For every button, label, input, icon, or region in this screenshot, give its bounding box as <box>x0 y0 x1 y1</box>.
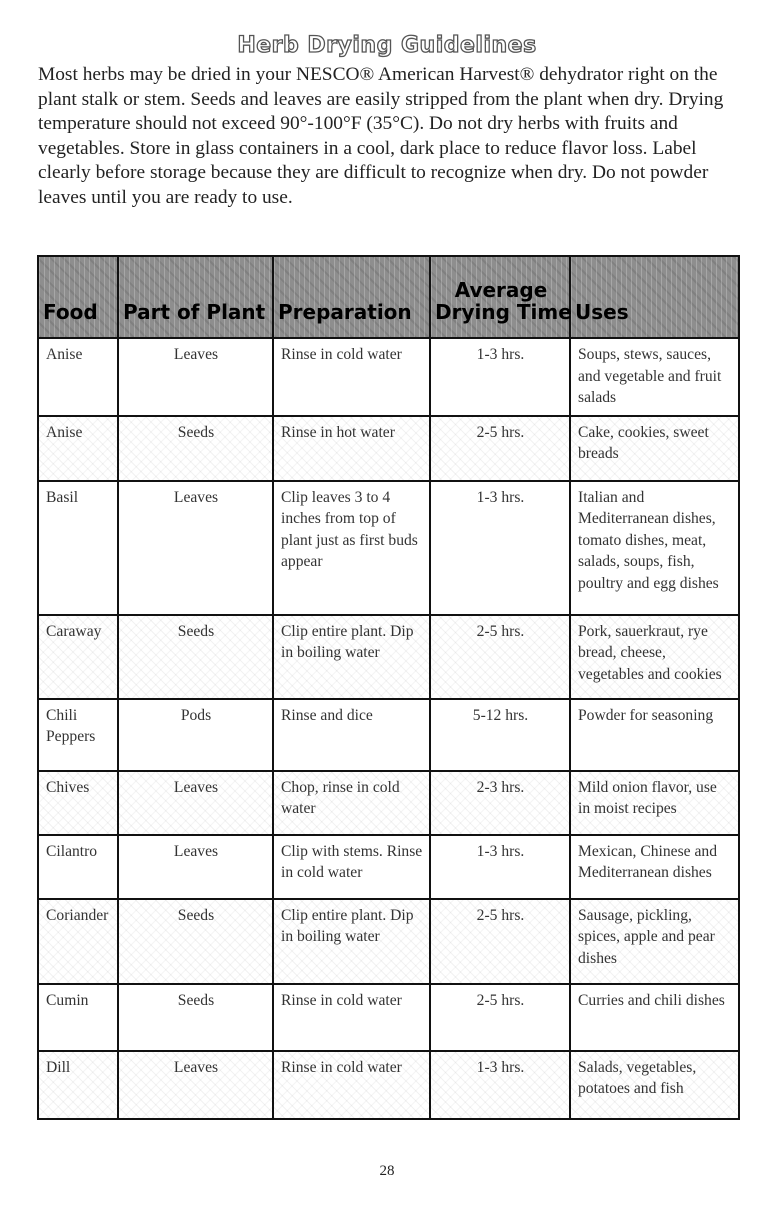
cell-part: Leaves <box>118 835 273 899</box>
cell-food: Cumin <box>38 984 118 1051</box>
cell-preparation: Clip with stems. Rinse in cold water <box>273 835 430 899</box>
cell-preparation: Clip leaves 3 to 4 inches from top of plant just as first buds appear <box>273 481 430 615</box>
cell-part: Leaves <box>118 771 273 835</box>
cell-part: Seeds <box>118 615 273 699</box>
table-row <box>38 481 739 615</box>
cell-uses: Curries and chili dishes <box>570 984 739 1051</box>
table-header-row <box>38 256 739 338</box>
header-preparation: Preparation <box>273 256 430 338</box>
cell-preparation: Clip entire plant. Dip in boiling water <box>273 899 430 984</box>
cell-time: 1-3 hrs. <box>430 835 570 899</box>
cell-food: Anise <box>38 338 118 416</box>
cell-uses: Cake, cookies, sweet breads <box>570 416 739 481</box>
cell-preparation: Rinse in hot water <box>273 416 430 481</box>
cell-uses: Powder for seasoning <box>570 699 739 771</box>
table-row <box>38 984 739 1051</box>
cell-time: 1-3 hrs. <box>430 1051 570 1119</box>
header-uses: Uses <box>570 256 739 338</box>
header-time-line1: Average <box>454 278 548 302</box>
cell-part: Seeds <box>118 899 273 984</box>
cell-part: Leaves <box>118 1051 273 1119</box>
table-row <box>38 835 739 899</box>
cell-uses: Soups, stews, sauces, and vegetable and fruit salads <box>570 338 739 416</box>
cell-preparation: Rinse and dice <box>273 699 430 771</box>
cell-part: Seeds <box>118 416 273 481</box>
header-food: Food <box>38 256 118 338</box>
cell-preparation: Rinse in cold water <box>273 338 430 416</box>
cell-time: 1-3 hrs. <box>430 481 570 615</box>
table-row <box>38 699 739 771</box>
cell-uses: Mexican, Chinese and Mediterranean dishes <box>570 835 739 899</box>
cell-time: 2-3 hrs. <box>430 771 570 835</box>
page-number: 28 <box>379 1163 395 1179</box>
header-average-drying-time <box>430 256 570 338</box>
cell-time: 2-5 hrs. <box>430 899 570 984</box>
cell-preparation: Chop, rinse in cold water <box>273 771 430 835</box>
cell-preparation: Rinse in cold water <box>273 1051 430 1119</box>
cell-food: Coriander <box>38 899 118 984</box>
cell-uses: Salads, vegetables, potatoes and fish <box>570 1051 739 1119</box>
table-row <box>38 899 739 984</box>
cell-food: Cilantro <box>38 835 118 899</box>
cell-food: Caraway <box>38 615 118 699</box>
cell-part: Pods <box>118 699 273 771</box>
cell-part: Leaves <box>118 338 273 416</box>
cell-time: 2-5 hrs. <box>430 984 570 1051</box>
table-row <box>38 771 739 835</box>
cell-uses: Mild onion flavor, use in moist recipes <box>570 771 739 835</box>
page-title: Herb Drying Guidelines <box>237 33 537 58</box>
cell-uses: Sausage, pickling, spices, apple and pear dishes <box>570 899 739 984</box>
table-row <box>38 416 739 481</box>
header-part-of-plant: Part of Plant <box>118 256 273 338</box>
cell-part: Leaves <box>118 481 273 615</box>
herb-drying-table <box>37 255 740 1120</box>
cell-uses: Pork, sauerkraut, rye bread, cheese, vegetables and cookies <box>570 615 739 699</box>
cell-food: Chili Peppers <box>38 699 118 771</box>
cell-preparation: Rinse in cold water <box>273 984 430 1051</box>
cell-food: Chives <box>38 771 118 835</box>
table-row <box>38 338 739 416</box>
table-row <box>38 615 739 699</box>
cell-part: Seeds <box>118 984 273 1051</box>
cell-preparation: Clip entire plant. Dip in boiling water <box>273 615 430 699</box>
cell-time: 1-3 hrs. <box>430 338 570 416</box>
cell-food: Anise <box>38 416 118 481</box>
cell-time: 2-5 hrs. <box>430 416 570 481</box>
cell-uses: Italian and Mediterranean dishes, tomato dishes, meat, salads, soups, fish, poultry and egg dishes <box>570 481 739 615</box>
cell-time: 5-12 hrs. <box>430 699 570 771</box>
table-row <box>38 1051 739 1119</box>
intro-paragraph: Most herbs may be dried in your NESCO® American Harvest® dehydrator right on the plant stalk or stem. Seeds and leaves are easily stripped from the plant when dry. Drying temperature should not exceed 90°-100°F (35°C). Do not dry herbs with fruits and vegetables. Store in glass containers in a cool, dark place to reduce flavor loss. Label clearly before storage because they are difficult to recognize when dry. Do not powder leaves until you are ready to use. <box>38 64 724 208</box>
header-time-line2: Drying Time <box>435 300 572 324</box>
cell-food: Basil <box>38 481 118 615</box>
cell-time: 2-5 hrs. <box>430 615 570 699</box>
cell-food: Dill <box>38 1051 118 1119</box>
